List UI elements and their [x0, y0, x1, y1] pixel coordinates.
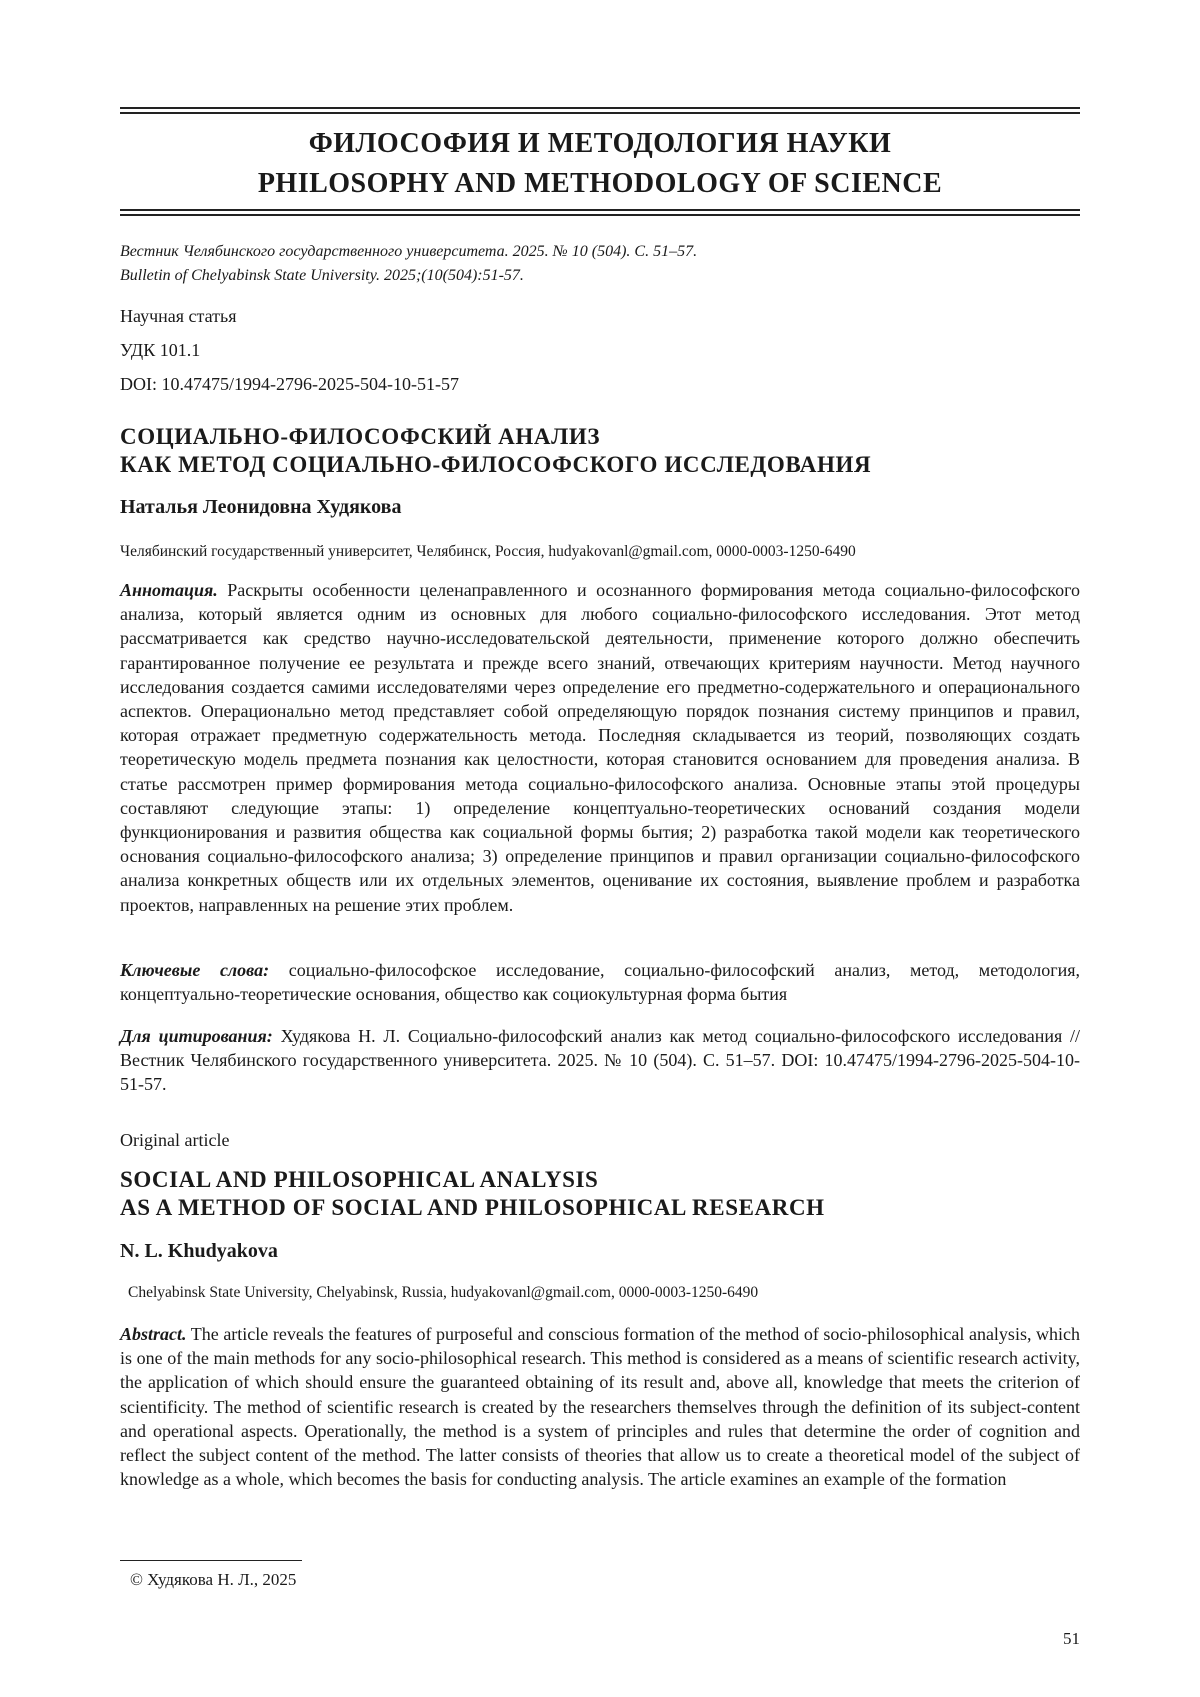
article-page — [120, 0, 1080, 1697]
keywords-ru — [120, 958, 1080, 1006]
footnote-rule — [120, 1560, 302, 1561]
article-title-en-line2: AS A METHOD OF SOCIAL AND PHILOSOPHICAL RESEARCH — [120, 1195, 825, 1220]
doi: DOI: 10.47475/1994-2796-2025-504-10-51-57 — [120, 374, 459, 394]
abstract-text-en: The article reveals the features of purposeful and conscious formation of the method of socio-philosophical analysis, which is one of the main methods for any socio-philosophical research. This method is considered as a means of scientific research activity, the application of which should ensure the guaranteed obtaining of its result and, above all, knowledge that meets the criterion of scientificity. The method of scientific research is created by the researchers themselves through the definition of its subject-content and operational aspects. Operationally, the method is a system of principles and rules that determine the order of cognition and reflect the subject content of the method. The latter consists of theories that allow us to create a theoretical model of the subject of knowledge as a whole, which becomes the basis for conducting analysis. The article examines an example of the formation — [120, 1324, 1080, 1490]
copyright-footnote: © Худякова Н. Л., 2025 — [130, 1570, 297, 1589]
article-type-en: Original article — [120, 1130, 230, 1150]
header-top-rule — [120, 107, 1080, 109]
cite-text-ru: Худякова Н. Л. Социально-философский анализ как метод социально-философского исследования // Вестник Челябинского государственного университета. 2025. № 10 (504). С. 51–57. DOI: 10.47475/1994-2796-2025-504-10-51-57. — [120, 1026, 1081, 1095]
udc-code: УДК 101.1 — [120, 340, 201, 360]
keywords-text-ru: социально-философское исследование, социально-философский анализ, метод, методология, концептуально-теоретические основания, общество как социокультурная форма бытия — [120, 960, 1080, 1005]
article-type-ru: Научная статья — [120, 306, 237, 326]
page-number: 51 — [1063, 1629, 1080, 1648]
author-en: N. L. Khudyakova — [120, 1240, 278, 1262]
header-top-rule-2 — [120, 112, 1080, 114]
cite-label-ru: Для цитирования: — [120, 1026, 273, 1046]
article-title-ru-line2: КАК МЕТОД СОЦИАЛЬНО-ФИЛОСОФСКОГО ИССЛЕДОВАНИЯ — [120, 452, 872, 477]
abstract-ru — [120, 578, 1080, 917]
citation-block-ru — [120, 1024, 1080, 1097]
affiliation-en: Chelyabinsk State University, Chelyabinsk, Russia, hudyakovanl@gmail.com, 0000-0003-1250-6490 — [128, 1284, 759, 1301]
abstract-text-ru: Раскрыты особенности целенаправленного и осознанного формирования метода социально-философского анализа, который является одним из основных для любого социально-философского исследования. Этот метод рассматривается как средство научно-исследовательской деятельности, применение которого должно обеспечить гарантированное получение ее результата и прежде всего знаний, отвечающих критериям научности. Метод научного исследования создается самими исследователями через определение его предметно-содержательного и операционального аспектов. Операционально метод представляет собой определяющую порядок познания систему принципов и правил, которая отражает предметную содержательность метода. Последняя складывается из теорий, позволяющих создать теоретическую модель предмета познания как целостности, которая становится основанием для проведения анализа. В статье рассмотрен пример формирования метода социально-философского анализа. Основные этапы этой процедуры составляют следующие этапы: 1) определение концептуально-теоретических оснований создания модели функционирования и развития общества как социальной формы бытия; 2) разработка такой модели как теоретического основания социально-философского анализа; 3) определение принципов и правил организации социально-философского анализа конкретных обществ или их отдельных элементов, оценивание их состояния, выявление проблем и разработка проектов, направленных на решение этих проблем. — [120, 580, 1080, 915]
author-ru: Наталья Леонидовна Худякова — [120, 496, 402, 518]
article-title-en-line1: SOCIAL AND PHILOSOPHICAL ANALYSIS — [120, 1167, 599, 1192]
abstract-label-ru: Аннотация. — [120, 580, 218, 600]
affiliation-ru: Челябинский государственный университет, Челябинск, Россия, hudyakovanl@gmail.com, 0000-0003-1250-6490 — [120, 543, 856, 560]
section-title-en: PHILOSOPHY AND METHODOLOGY OF SCIENCE — [257, 168, 943, 199]
section-title-ru: ФИЛОСОФИЯ И МЕТОДОЛОГИЯ НАУКИ — [308, 128, 892, 159]
journal-citation-ru: Вестник Челябинского государственного университета. 2025. № 10 (504). С. 51–57. — [120, 243, 698, 260]
article-title-ru-line1: СОЦИАЛЬНО-ФИЛОСОФСКИЙ АНАЛИЗ — [120, 424, 601, 449]
journal-citation-en: Bulletin of Chelyabinsk State University. 2025;(10(504):51-57. — [120, 267, 524, 284]
header-bottom-rule — [120, 209, 1080, 211]
header-bottom-rule-2 — [120, 214, 1080, 216]
abstract-en — [120, 1322, 1080, 1491]
keywords-label-ru: Ключевые слова: — [120, 960, 270, 980]
abstract-label-en: Abstract. — [120, 1324, 187, 1344]
